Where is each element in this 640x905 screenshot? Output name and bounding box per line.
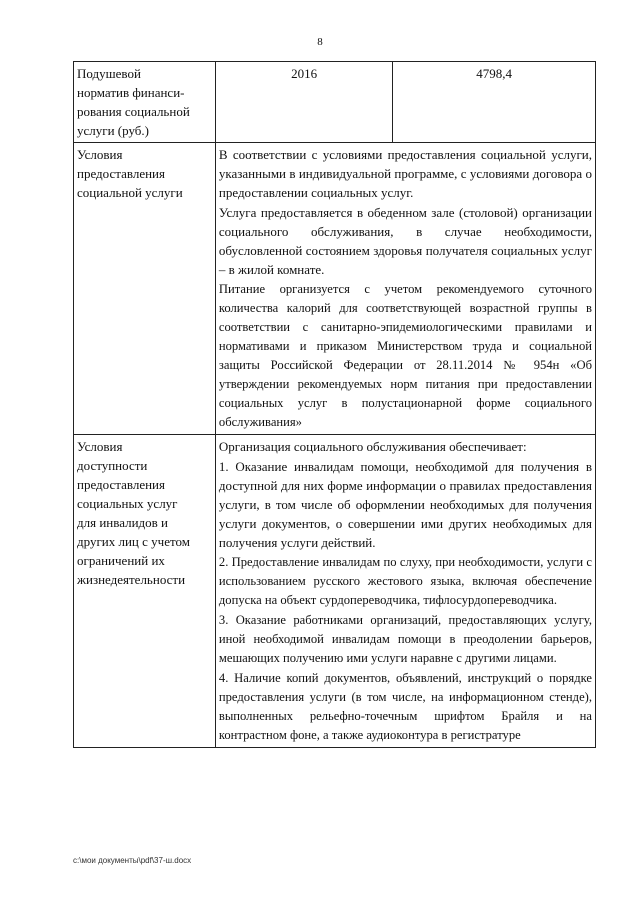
row-label: Подушевой норматив финанси- рования социальной услуги (руб.) xyxy=(77,66,190,138)
year-value: 2016 xyxy=(291,66,318,81)
paragraph: 1. Оказание инвалидам помощи, необходимой для получения в доступной для них форме информации о правилах предоставления услуги, в том числе об оформлении необходимых для получения услуги документов, о совершении ими других необходимых для получения услуги действий. xyxy=(218,459,592,550)
table-row xyxy=(74,62,596,143)
paragraph: В соответствии с условиями предоставления социальной услуги, указанными в индивидуальной программе, с условиями договора о предоставлении социальных услуг. xyxy=(218,147,592,200)
page-number: 8 xyxy=(317,36,323,48)
table-cell-amount xyxy=(393,62,596,143)
service-table xyxy=(73,61,596,748)
paragraph: 3. Оказание работниками организаций, предоставляющих услугу, иной необходимой инвалидам помощи в преодолении барьеров, мешающих получению ими услуги наравне с другими лицами. xyxy=(218,613,592,665)
amount-value: 4798,4 xyxy=(476,66,512,81)
table-row xyxy=(74,435,596,748)
row-label: Условия доступности предоставления социальных услуг для инвалидов и других лиц с учетом ограничений их жизнедеятельности xyxy=(77,439,190,587)
paragraph: Организация социального обслуживания обеспечивает: xyxy=(218,439,527,454)
table-cell-year xyxy=(215,62,392,143)
table-cell-content xyxy=(215,143,595,435)
table-cell-label xyxy=(74,62,216,143)
footer-file-path: c:\мои документы\pdf\37-ш.docx xyxy=(73,856,192,865)
row-label: Условия предоставления социальной услуги xyxy=(77,147,183,200)
paragraph: Питание организуется с учетом рекомендуемого суточного количества калорий для соответствующей возрастной группы в соответствии с санитарно-эпидемиологическими правилами и нормативами и приказом Министерством труда и социальной защиты Российской Федерации от 28.11.2014 № 954н «Об утверждении рекомендуемых норм питания при предоставлении социальных услуг в полустационарной форме социального обслуживания» xyxy=(218,282,592,429)
table-cell-content xyxy=(215,435,595,748)
paragraph: 4. Наличие копий документов, объявлений, инструкций о порядке предоставления услуги (в том числе, на информационном стенде), выполненных рельефно-точечным шрифтом Брайля и на контрастном фоне, а также аудиоконтура в регистратуре xyxy=(218,671,592,742)
table-cell-label xyxy=(74,435,216,748)
paragraph: Услуга предоставляется в обеденном зале (столовой) организации социального обслуживания, в случае необходимости, обусловленной состоянием здоровья получателя социальных услуг – в жилой комнате. xyxy=(218,205,592,277)
table-row xyxy=(74,143,596,435)
table-cell-label xyxy=(74,143,216,435)
paragraph: 2. Предоставление инвалидам по слуху, при необходимости, услуги с использованием русского жестового языка, включая обеспечение допуска на объект сурдопереводчика, тифлосурдопереводчика. xyxy=(218,555,592,607)
